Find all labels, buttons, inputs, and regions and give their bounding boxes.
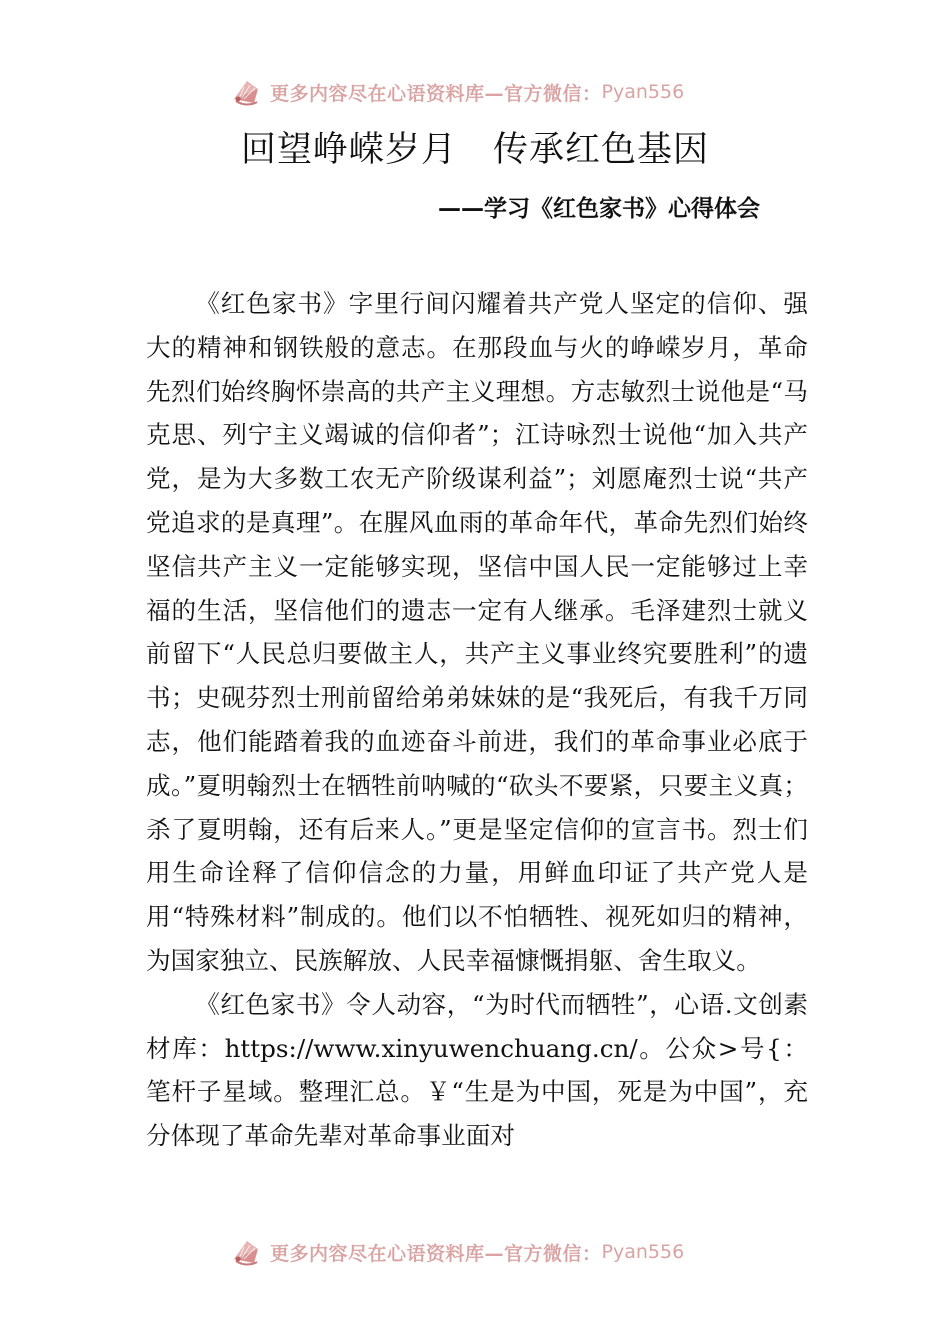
body-paragraph-1: 《红色家书》字里行间闪耀着共产党人坚定的信仰、强大的精神和钢铁般的意志。在那段血与火的峥嵘岁月，革命先烈们始终胸怀崇高的共产主义理想。方志敏烈士说他是“马克思、列宁主义竭诚的信仰者”；江诗咏烈士说他“加入共产党，是为大多数工农无产阶级谋利益”；刘愿庵烈士说“共产党追求的是真理”。在腥风血雨的革命年代，革命先烈们始终坚信共产主义一定能够实现，坚信中国人民一定能够过上幸福的生活，坚信他们的遗志一定有人继承。毛泽建烈士就义前留下“人民总归要做主人，共产主义事业终究要胜利”的遗书；史砚芬烈士刑前留给弟弟妹妹的是“我死后，有我千万同志，他们能踏着我的血迹奋斗前进，我们的革命事业必底于成。”夏明翰烈士在牺牲前呐喊的“砍头不要紧，只要主义真；杀了夏明翰，还有后来人。”更是坚定信仰的宣言书。烈士们用生命诠释了信仰信念的力量，用鲜血印证了共产党人是用“特殊材料”制成的。他们以不怕牺牲、视死如归的精神，为国家独立、民族解放、人民幸福慷慨捐躯、舍生取义。	[146, 289, 808, 975]
banner-text: 更多内容尽在心语资料库—官方微信：	[270, 82, 602, 105]
body-paragraph-2: 《红色家书》令人动容，“为时代而牺牲”，心语.文创素材库：https://www.xinyuwenchuang.cn/。公众>号{：笔杆子星域。整理汇总。￥“生是为中国，死是为中国”，充分体现了革命先辈对革命事业面对	[146, 989, 808, 1151]
document-title: 回望峥嵘岁月 传承红色基因	[240, 130, 709, 170]
banner-wechat-id: Pyan556	[601, 81, 685, 103]
header-banner	[230, 72, 730, 112]
banner-text: 更多内容尽在心语资料库—官方微信：	[270, 1242, 602, 1265]
document-body	[146, 282, 808, 1158]
fan-logo-icon	[230, 75, 264, 109]
document-subtitle: ——学习《红色家书》心得体会	[438, 196, 760, 222]
footer-banner	[230, 1232, 730, 1272]
fan-logo-icon	[230, 1235, 264, 1269]
banner-wechat-id: Pyan556	[601, 1241, 685, 1263]
